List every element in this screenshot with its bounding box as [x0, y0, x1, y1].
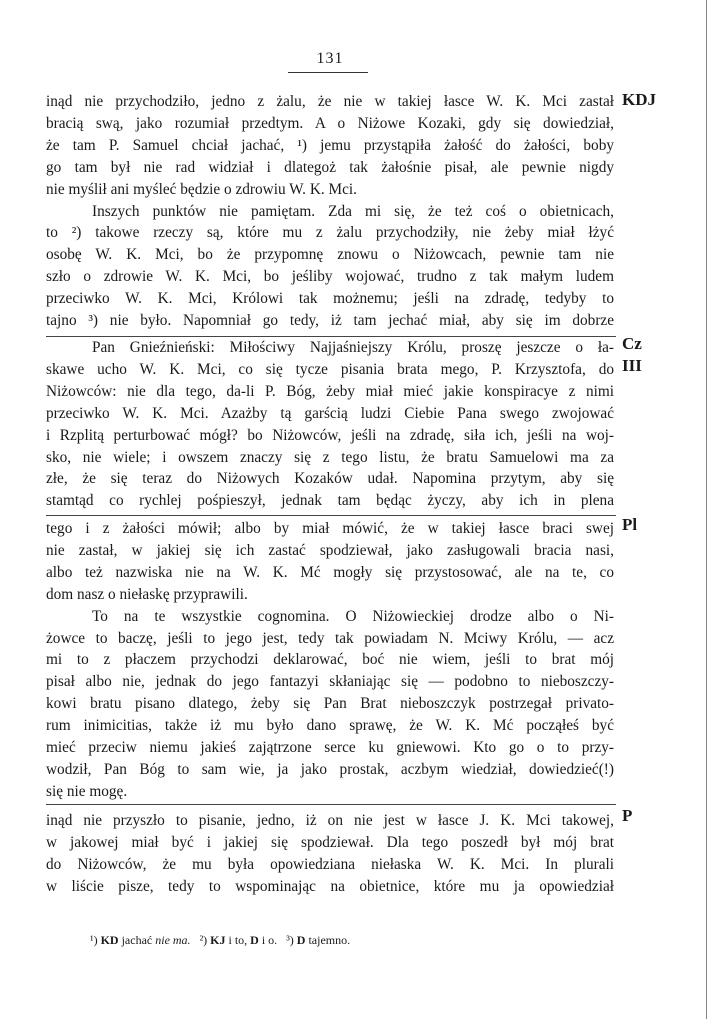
text-line: dom nasz o niełaskę przyprawili. [46, 585, 248, 603]
text-line: to ²) takowe rzeczy są, które mu z żalu przychodziły, nie żeby miał łżyć [46, 224, 614, 242]
text-block-1 [46, 91, 614, 332]
text-line: stamtąd co rychlej pośpieszył, jednak tam będąc życzy, aby ich in plena [46, 492, 614, 510]
text-line: Inszych punktów nie pamiętam. Zda mi się, że też coś o obietnicach, [92, 202, 614, 220]
text-line: skawe ucho W. K. Mci, co się tycze pisania brata mego, P. Krzysztofa, do [46, 360, 614, 378]
page-number-rule [288, 72, 368, 73]
text-line: osobę W. K. Mci, bo że przypomnę znowu o Niżowcach, pewnie tam nie [46, 246, 614, 264]
text-line: w jakowej miał być i jakiej się spodziewał. Dla tego poszedł był mój brat [46, 833, 614, 851]
text-line: rum inimicitias, także iż mu było dano sprawę, że W. K. Mć począłeś być [46, 717, 614, 735]
text-line: tajno ³) nie było. Napomniał go tedy, iż tam jechać miał, aby się im dobrze [46, 312, 614, 330]
text-line: kowi bratu pisano dlatego, żeby się Pan Brat nieboszczyk postrzegał privato- [46, 695, 614, 713]
text-line: w liście pisze, tedy to wspominając na obietnice, które mu ja opowiedział [46, 877, 614, 895]
text-line: pisał albo nie, jednak do jego fantazyi skłaniając się — podobno to nieboszczy- [46, 673, 614, 691]
text-line: przeciwko W. K. Mci. Azażby tą garścią ludzi Ciebie Pana swego zwojować [46, 404, 614, 422]
text-line: do Niżowców, że mu była opowiedziana niełaska W. K. Mci. In plurali [46, 855, 614, 873]
margin-siglum-pl: Pl [622, 515, 638, 534]
text-line: przeciwko W. K. Mci, Królowi tak możnemu; jeśli na zdradę, tedyby to [46, 290, 614, 308]
text-line: bracią swą, jako rozumiał przedtym. A o Niżowe Kozaki, gdy się dowiedział, [46, 114, 614, 132]
text-line: Niżowców: nie dla tego, da-li P. Bóg, żeby miał mieć jakie konspiracye z nimi [46, 382, 614, 400]
text-line: że tam P. Samuel chciał jachać, ¹) jemu przystąpiła żałość do żałości, boby [46, 136, 614, 154]
text-line: nie myślił ani myśleć będzie o zdrowiu W. K. Mci. [46, 180, 357, 198]
text-line: tego i z żałości mówił; albo by miał mówić, że w takiej łasce braci swej [46, 520, 614, 537]
section-divider [46, 804, 616, 805]
text-line: go tam był nie rad widział i dlategoż tak żałośnie pisał, ale pewnie nigdy [46, 158, 614, 176]
text-block-2 [46, 337, 614, 512]
text-line: złe, że się teraz do Niżowych Kozaków udał. Napomina przytym, aby się [46, 470, 614, 488]
text-line: nie zastał, w jakiej się ich zastać spodziewał, jako zasługowali bracia nasi, [46, 541, 614, 559]
text-line: żowce to baczę, jeśli to jego jest, tedy tak powiadam N. Mciwy Królu, — acz [46, 629, 614, 647]
text-line: mieć przeciw niemu jakieś zajątrzone serce ku gniewowi. Kto go o to przy- [46, 739, 614, 757]
text-line: albo też nazwiska nie na W. K. Mć mogły się przystosować, ale na te, co [46, 563, 614, 581]
margin-siglum-cz-iii: Cz III [622, 334, 642, 375]
text-line: Pan Gnieźnieński: Miłościwy Najjaśniejszy Królu, proszę jeszcze o ła- [92, 339, 614, 356]
text-line: szło o zdrowie W. K. Mci, bo jeśliby wojować, trudno z tak małym ludem [46, 268, 614, 286]
footnotes [90, 933, 350, 948]
text-block-3 [46, 518, 614, 803]
text-block-4 [46, 810, 614, 898]
footnote-3: ³) D tajemno. [286, 933, 351, 947]
section-divider [46, 515, 616, 516]
text-line: inąd nie przychodziło, jedno z żalu, że nie w takiej łasce W. K. Mci zastał [46, 93, 614, 110]
page-number: 131 [316, 50, 344, 67]
footnote-1: ¹) KD jachać nie ma. [90, 933, 191, 947]
text-line: sko, nie wiele; i owszem znaczy się z tego listu, że bratu Samuelowi ma za [46, 448, 614, 466]
text-line: wodził, Pan Bóg to sam wie, ja jako prostak, aczbym wiedział, dowiedzieć(!) [46, 760, 614, 778]
footnote-2: ²) KJ i to, D i o. [199, 933, 278, 947]
text-line: To na te wszystkie cognomina. O Niżowieckiej drodze albo o Ni- [92, 607, 614, 625]
text-line: inąd nie przyszło to pisanie, jedno, iż on nie jest w łasce J. K. Mci takowej, [46, 812, 614, 829]
text-line: się nie mogę. [46, 782, 128, 800]
text-line: mi to z płaczem przychodzi deklarować, boć nie wiem, jeśli to brat mój [46, 651, 614, 669]
text-line: i Rzplitą perturbować mógł? bo Niżowców, jeśli na zdradę, siła ich, jeśli na woj- [46, 426, 614, 444]
margin-siglum-kdj: KDJ [622, 90, 656, 109]
margin-siglum-p: P [622, 806, 633, 825]
page-edge [706, 0, 707, 1019]
